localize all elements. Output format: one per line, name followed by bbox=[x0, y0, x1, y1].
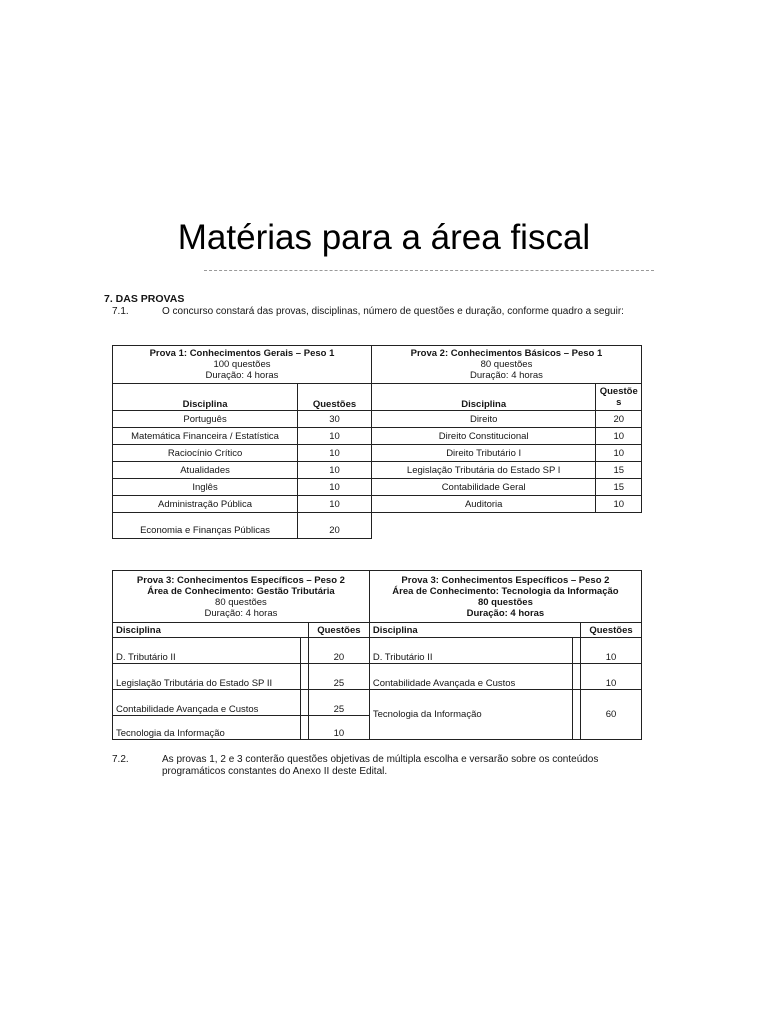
table-cell: 10 bbox=[596, 445, 642, 462]
prova2-duration: Duração: 4 horas bbox=[470, 370, 543, 381]
table-cell: 10 bbox=[308, 716, 369, 740]
table-cell: 20 bbox=[298, 513, 372, 539]
prova3-duration: Duração: 4 horas bbox=[466, 607, 545, 619]
table-cell: Matemática Financeira / Estatística bbox=[113, 428, 298, 445]
col-header-questoes: Questões bbox=[308, 623, 369, 638]
spacer-cell bbox=[300, 716, 308, 740]
table-cell: 10 bbox=[298, 445, 372, 462]
table-cell: Contabilidade Geral bbox=[371, 479, 596, 496]
section-heading: 7. DAS PROVAS bbox=[104, 293, 185, 305]
table-cell: 20 bbox=[308, 638, 369, 664]
prova2-questions: 80 questões bbox=[480, 359, 533, 370]
table-cell: 10 bbox=[581, 638, 642, 664]
prova3-ti-header bbox=[369, 571, 641, 623]
prova3-area: Área de Conhecimento: Tecnologia da Informação bbox=[392, 585, 619, 597]
paragraph-7-1 bbox=[112, 306, 640, 332]
col-header-disciplina: Disciplina bbox=[371, 384, 596, 411]
table-cell: 10 bbox=[581, 664, 642, 690]
prova3-area: Área de Conhecimento: Gestão Tributária bbox=[147, 585, 335, 597]
cut-line bbox=[204, 270, 654, 271]
table-prova-3 bbox=[112, 570, 642, 740]
table-cell: Legislação Tributária do Estado SP I bbox=[371, 462, 596, 479]
table-cell: Tecnologia da Informação bbox=[113, 716, 301, 740]
col-header-part: s bbox=[616, 397, 622, 408]
table-cell: 15 bbox=[596, 479, 642, 496]
table-cell: Direito Tributário I bbox=[371, 445, 596, 462]
table-cell: 25 bbox=[308, 690, 369, 716]
table-cell: Raciocínio Crítico bbox=[113, 445, 298, 462]
prova1-questions: 100 questões bbox=[213, 359, 271, 370]
table-cell: Inglês bbox=[113, 479, 298, 496]
paragraph-number: 7.2. bbox=[112, 754, 129, 765]
prova2-header bbox=[371, 346, 641, 384]
prova1-header bbox=[113, 346, 372, 384]
table-cell: Legislação Tributária do Estado SP II bbox=[113, 664, 301, 690]
col-header-disciplina: Disciplina bbox=[113, 623, 309, 638]
table-cell: Atualidades bbox=[113, 462, 298, 479]
col-header-disciplina: Disciplina bbox=[113, 384, 298, 411]
spacer-cell bbox=[572, 664, 580, 690]
table-cell: 60 bbox=[581, 690, 642, 740]
table-cell: Economia e Finanças Públicas bbox=[113, 513, 298, 539]
table-cell: 10 bbox=[298, 496, 372, 513]
table-cell: 15 bbox=[596, 462, 642, 479]
table-cell: Contabilidade Avançada e Custos bbox=[369, 664, 572, 690]
spacer-cell bbox=[572, 638, 580, 664]
spacer-cell bbox=[300, 664, 308, 690]
paragraph-7-2 bbox=[112, 754, 640, 780]
prova2-title: Prova 2: Conhecimentos Básicos – Peso 1 bbox=[410, 348, 603, 359]
prova3-title: Prova 3: Conhecimentos Específicos – Peso 2 bbox=[136, 574, 345, 586]
table-cell: D. Tributário II bbox=[369, 638, 572, 664]
table-cell: Tecnologia da Informação bbox=[369, 690, 572, 740]
table-cell: Contabilidade Avançada e Custos bbox=[113, 690, 301, 716]
prova1-duration: Duração: 4 horas bbox=[205, 370, 279, 381]
table-cell: Administração Pública bbox=[113, 496, 298, 513]
prova3-duration: Duração: 4 horas bbox=[204, 607, 278, 619]
table-cell: 30 bbox=[298, 411, 372, 428]
table-cell: Direito Constitucional bbox=[371, 428, 596, 445]
paragraph-text: O concurso constará das provas, disciplinas, número de questões e duração, conforme quadro a seguir: bbox=[162, 306, 624, 317]
prova1-title: Prova 1: Conhecimentos Gerais – Peso 1 bbox=[149, 348, 335, 359]
col-header-part: Questõe bbox=[599, 386, 638, 397]
paragraph-text: As provas 1, 2 e 3 conterão questões objetivas de múltipla escolha e versarão sobre os conteúdos programáticos constantes do Anexo II deste Edital. bbox=[162, 754, 599, 777]
col-header-questoes bbox=[596, 384, 642, 411]
col-header-questoes: Questões bbox=[298, 384, 372, 411]
spacer-cell bbox=[572, 690, 580, 740]
table-cell: Direito bbox=[371, 411, 596, 428]
table-cell: 10 bbox=[298, 462, 372, 479]
prova3-questions: 80 questões bbox=[215, 596, 267, 608]
table-cell: Auditoria bbox=[371, 496, 596, 513]
table-cell: 10 bbox=[596, 496, 642, 513]
table-cell: Português bbox=[113, 411, 298, 428]
prova3-questions: 80 questões bbox=[477, 596, 533, 608]
prova3-gestao-header bbox=[113, 571, 370, 623]
table-cell: 10 bbox=[596, 428, 642, 445]
spacer-cell bbox=[300, 638, 308, 664]
table-cell: 25 bbox=[308, 664, 369, 690]
col-header-questoes: Questões bbox=[581, 623, 642, 638]
table-cell: 10 bbox=[298, 479, 372, 496]
prova3-title: Prova 3: Conhecimentos Específicos – Peso 2 bbox=[401, 574, 610, 586]
table-cell: D. Tributário II bbox=[113, 638, 301, 664]
slide-title: Matérias para a área fiscal bbox=[177, 218, 591, 257]
paragraph-number: 7.1. bbox=[112, 306, 129, 317]
empty-cell bbox=[371, 513, 641, 539]
spacer-cell bbox=[300, 690, 308, 716]
table-provas-1-2 bbox=[112, 345, 642, 539]
scanned-document bbox=[104, 268, 678, 788]
table-cell: 10 bbox=[298, 428, 372, 445]
table-cell: 20 bbox=[596, 411, 642, 428]
col-header-disciplina: Disciplina bbox=[369, 623, 580, 638]
